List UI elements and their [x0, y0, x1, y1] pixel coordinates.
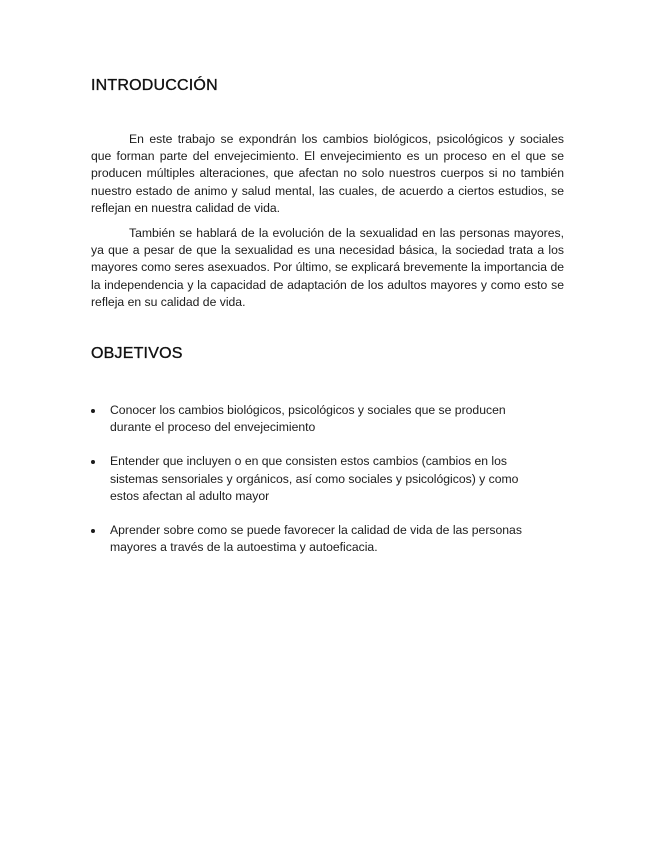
- objetivos-list: [91, 402, 561, 573]
- introduccion-heading: INTRODUCCIÓN: [91, 77, 218, 94]
- objetivo-text: Entender que incluyen o en que consisten estos cambios (cambios en los sistemas sensoriales y orgánicos, así como sociales y psicológicos) y como estos afectan al adulto mayor: [110, 454, 519, 503]
- introduccion-paragraph-1: En este trabajo se expondrán los cambios biológicos, psicológicos y sociales que forman parte del envejecimiento. El envejecimiento es un proceso en el que se producen múltiples alteraciones, que afectan no solo nuestros cuerpos si no también nuestro estado de animo y salud mental, las cuales, de acuerdo a ciertos estudios, se reflejan en nuestra calidad de vida.: [91, 132, 564, 215]
- objetivo-item: [91, 522, 561, 556]
- objetivo-item: [91, 453, 561, 505]
- objetivos-heading: OBJETIVOS: [91, 345, 183, 362]
- introduccion-paragraph-2: También se hablará de la evolución de la sexualidad en las personas mayores, ya que a pesar de que la sexualidad es una necesidad básica, la sociedad trata a los mayores como seres asexuados. Por último, se explicará brevemente la importancia de la independencia y la capacidad de adaptación de los adultos mayores y como esto se refleja en su calidad de vida.: [91, 226, 564, 309]
- bullet-icon: [91, 529, 95, 533]
- bullet-icon: [91, 409, 95, 413]
- objetivo-text: Aprender sobre como se puede favorecer la calidad de vida de las personas mayores a través de la autoestima y autoeficacia.: [110, 523, 522, 555]
- bullet-icon: [91, 460, 95, 464]
- objetivo-item: [91, 402, 561, 436]
- objetivo-text: Conocer los cambios biológicos, psicológicos y sociales que se producen durante el proceso del envejecimiento: [110, 403, 506, 435]
